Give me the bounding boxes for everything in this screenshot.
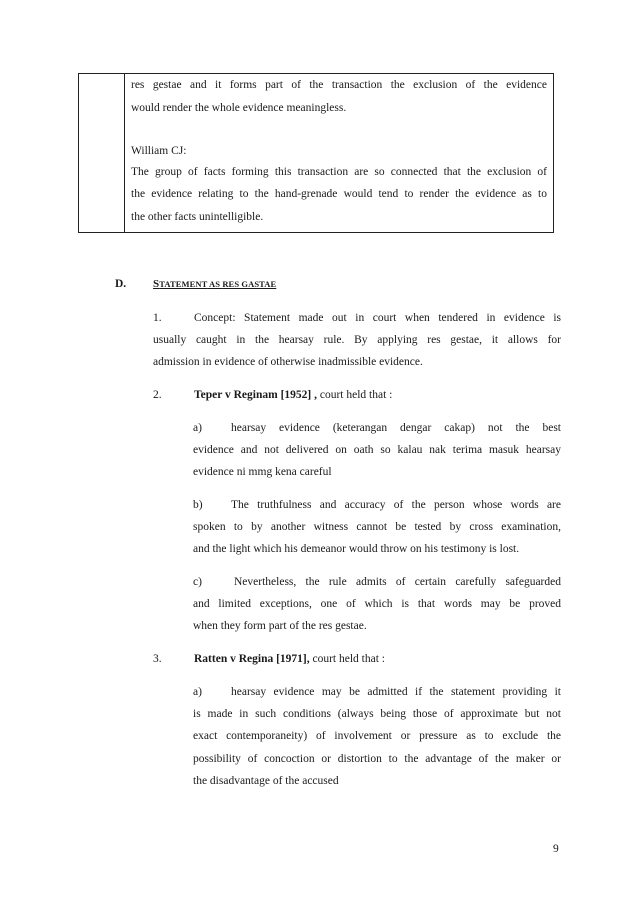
sub-label: c) (193, 576, 202, 588)
sub-text: exact contemporaneity) of involvement or pressure as to exclude the (193, 730, 561, 742)
item-text: admission in evidence of otherwise inadmissible evidence. (153, 356, 423, 368)
section-title: STATEMENT AS RES GASTAE (153, 278, 277, 290)
sub-text: hearsay evidence may be admitted if the statement providing it (231, 686, 561, 698)
sub-text: hearsay evidence (keterangan dengar cakap) not the best (231, 422, 561, 434)
sub-text: The truthfulness and accuracy of the person whose words are (231, 499, 561, 511)
sub-text: and the light which his demeanor would throw on his testimony is lost. (193, 543, 520, 555)
sub-text: and limited exceptions, one of which is that words may be proved (193, 598, 561, 610)
table-line: the other facts unintelligible. (131, 211, 264, 223)
table-line: would render the whole evidence meaningless. (131, 102, 347, 114)
case-heading: Ratten v Regina [1971], court held that : (194, 653, 385, 665)
item-number: 1. (153, 312, 162, 324)
sub-text: spoken to by another witness cannot be tested by cross examination, (193, 521, 561, 533)
table-line: The group of facts forming this transaction are so connected that the exclusion of (131, 166, 547, 178)
sub-text: evidence and not delivered on oath so kalau nak terima masuk hearsay (193, 444, 561, 456)
sub-label: a) (193, 686, 202, 698)
item-text: usually caught in the hearsay rule. By applying res gestae, it allows for (153, 334, 561, 346)
item-number: 3. (153, 653, 162, 665)
sub-label: a) (193, 422, 202, 434)
case-heading: Teper v Reginam [1952] , court held that : (194, 389, 393, 401)
section-letter: D. (115, 278, 127, 290)
sub-text: the disadvantage of the accused (193, 775, 339, 787)
sub-text: evidence ni mmg kena careful (193, 466, 332, 478)
item-number: 2. (153, 389, 162, 401)
table-line: the evidence relating to the hand-grenade would tend to render the evidence as to (131, 188, 547, 200)
page-number: 9 (553, 843, 559, 855)
sub-text: when they form part of the res gestae. (193, 620, 367, 632)
table-column-divider (124, 73, 125, 233)
sub-label: b) (193, 499, 203, 511)
sub-text: is made in such conditions (always being those of approximate but not (193, 708, 561, 720)
sub-text: possibility of concoction or distortion to the advantage of the maker or (193, 753, 561, 765)
table-line: res gestae and it forms part of the transaction the exclusion of the evidence (131, 79, 547, 91)
sub-text: Nevertheless, the rule admits of certain carefully safeguarded (234, 576, 561, 588)
table-line: William CJ: (131, 145, 187, 157)
item-text: Concept: Statement made out in court when tendered in evidence is (194, 312, 561, 324)
